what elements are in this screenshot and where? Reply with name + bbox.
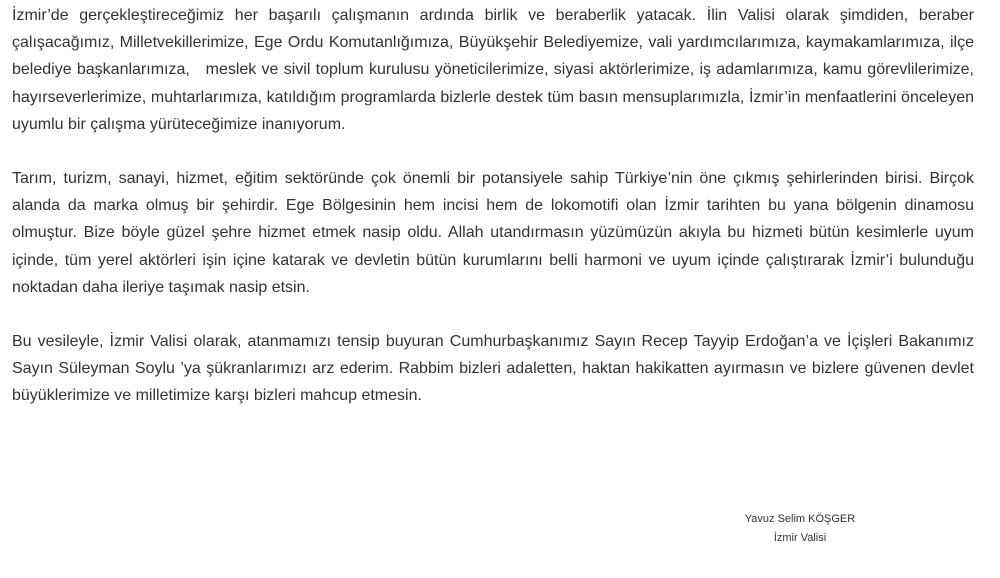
article-body <box>12 2 979 437</box>
paragraph-1: İzmir’de gerçekleştireceğimiz her başarılı çalışmanın ardında birlik ve beraberlik yatacak. İlin Valisi olarak şimdiden, beraber çalışacağımız, Milletvekillerimize, Ege Ordu Komutanlığımıza, Büyükşehir Belediyemize, vali yardımcılarımıza, kaymakamlarımıza, ilçe belediye başkanlarımıza, meslek ve sivil toplum kurulusu yöneticilerimize, siyasi aktörlerimize, iş adamlarımıza, kamu görevlilerimize, hayırseverlerimize, muhtarlarımıza, katıldığım programlarda bizlerle destek tüm basın mensuplarımızla, İzmir’in menfaatlerini önceleyen uyumlu bir çalışma yürüteceğimize inanıyorum. <box>12 7 979 133</box>
signature-block <box>730 510 870 548</box>
paragraph-2: Tarım, turizm, sanayi, hizmet, eğitim sektöründe çok önemli bir potansiyele sahip Türkiye’nin öne çıkmış şehirlerinden birisi. Birçok alanda da marka olmuş bir şehirdir. Ege Bölgesinin hem incisi hem de lokomotifi olan İzmir tarihten bu yana bölgenin dinamosu olmuştur. Bize böyle güzel şehre hizmet etmek nasip oldu. Allah utandırmasın yüzümüzün akıyla bu hizmeti bütün kesimlerle uyum içinde, tüm yerel aktörleri işin içine katarak ve devletin bütün kurumlarını belli harmoni ve uyum içinde çalıştırarak İzmir’i bulunduğu noktadan daha ileriye taşımak nasip etsin. <box>12 170 979 296</box>
signature-title: İzmir Valisi <box>773 532 827 544</box>
paragraph-3: Bu vesileyle, İzmir Valisi olarak, atanmamızı tensip buyuran Cumhurbaşkanımız Sayın Recep Tayyip Erdoğan’a ve İçişleri Bakanımız Sayın Süleyman Soylu ’ya şükranlarımızı arz ederim. Rabbim bizleri adaletten, haktan hakikatten ayırmasın ve bizlere güvenen devlet büyüklerimize ve milletimize karşı bizleri mahcup etmesin. <box>12 333 979 405</box>
signature-name: Yavuz Selim KÖŞGER <box>744 513 856 525</box>
